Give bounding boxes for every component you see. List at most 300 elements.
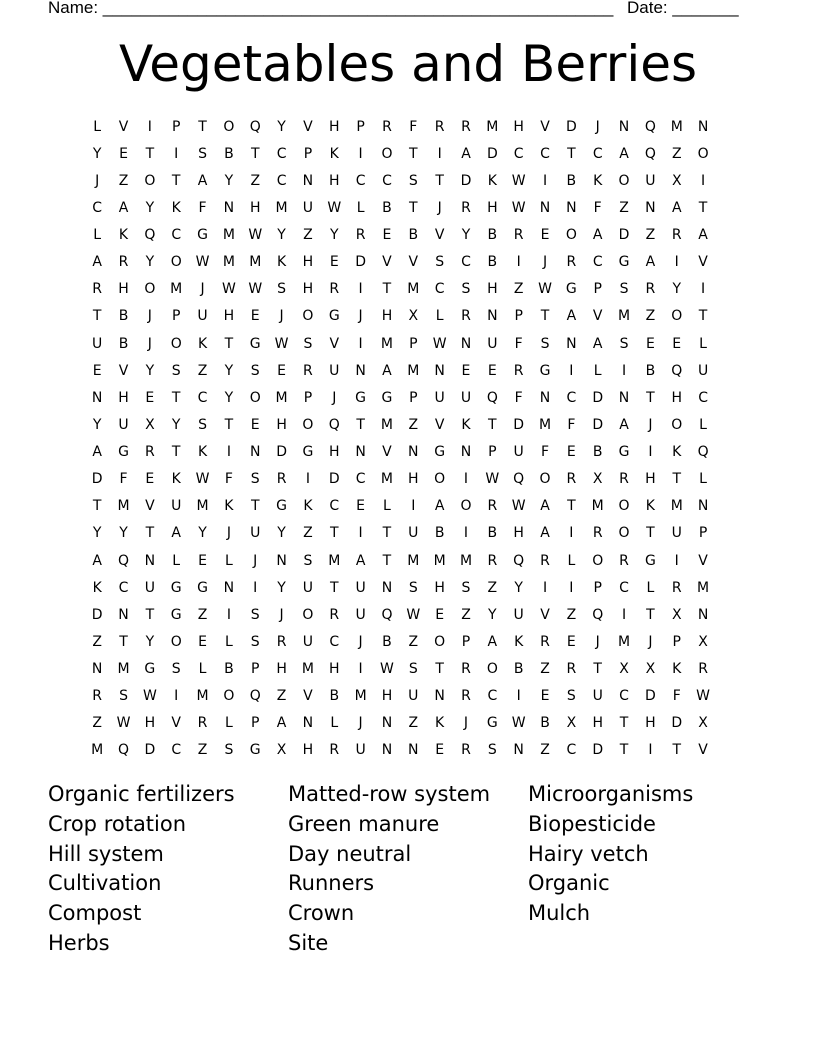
grid-letter[interactable]: G <box>197 579 208 596</box>
grid-letter[interactable]: T <box>92 498 102 515</box>
grid-letter[interactable]: R <box>118 254 129 271</box>
grid-letter[interactable]: N <box>618 118 630 135</box>
grid-letter[interactable]: R <box>434 118 445 135</box>
grid-letter[interactable]: C <box>382 172 392 189</box>
grid-letter[interactable]: Z <box>197 362 208 379</box>
grid-letter[interactable]: S <box>461 579 471 596</box>
grid-letter[interactable]: U <box>92 335 103 352</box>
grid-letter[interactable]: C <box>619 688 629 705</box>
grid-letter[interactable]: M <box>670 498 683 515</box>
grid-letter[interactable]: D <box>513 416 525 433</box>
grid-letter[interactable]: N <box>539 389 551 406</box>
grid-letter[interactable]: A <box>92 254 102 271</box>
grid-letter[interactable]: Y <box>277 579 286 596</box>
grid-letter[interactable]: O <box>223 118 235 135</box>
grid-letter[interactable]: J <box>437 199 442 216</box>
grid-letter[interactable]: X <box>145 416 155 433</box>
grid-letter[interactable]: T <box>382 525 392 542</box>
grid-letter[interactable]: J <box>147 308 152 325</box>
grid-letter[interactable]: W <box>248 227 263 244</box>
grid-letter[interactable]: N <box>118 606 129 623</box>
grid-letter[interactable]: N <box>566 199 577 216</box>
grid-letter[interactable]: Y <box>171 416 181 433</box>
grid-letter[interactable]: A <box>434 498 445 515</box>
grid-letter[interactable]: H <box>329 172 340 189</box>
grid-letter[interactable]: W <box>511 498 526 515</box>
grid-letter[interactable]: T <box>435 172 444 189</box>
grid-letter[interactable]: Z <box>566 606 577 623</box>
grid-letter[interactable]: H <box>487 281 498 298</box>
grid-letter[interactable]: V <box>382 444 392 461</box>
grid-letter[interactable]: K <box>92 579 102 596</box>
grid-letter[interactable]: I <box>253 579 258 596</box>
grid-letter[interactable]: H <box>671 389 682 406</box>
grid-letter[interactable]: A <box>487 633 498 650</box>
grid-letter[interactable]: E <box>672 335 682 352</box>
grid-letter[interactable]: T <box>356 416 365 433</box>
grid-letter[interactable]: P <box>251 715 260 732</box>
grid-letter[interactable]: I <box>516 254 521 271</box>
grid-letter[interactable]: Z <box>92 715 102 732</box>
grid-letter[interactable]: M <box>618 633 631 650</box>
grid-letter[interactable]: U <box>513 606 524 623</box>
grid-letter[interactable]: Q <box>249 688 261 705</box>
grid-letter[interactable]: J <box>147 335 152 352</box>
grid-letter[interactable]: L <box>699 335 707 352</box>
grid-letter[interactable]: O <box>434 471 446 488</box>
grid-letter[interactable]: T <box>250 498 260 515</box>
grid-letter[interactable]: Q <box>671 362 683 379</box>
grid-letter[interactable]: L <box>646 579 655 596</box>
grid-letter[interactable]: S <box>408 579 418 596</box>
grid-letter[interactable]: I <box>358 281 363 298</box>
grid-letter[interactable]: Z <box>619 199 629 216</box>
grid-letter[interactable]: K <box>276 254 287 271</box>
grid-letter[interactable]: M <box>380 416 393 433</box>
grid-letter[interactable]: J <box>358 715 363 732</box>
grid-letter[interactable]: H <box>302 742 314 759</box>
grid-letter[interactable]: Y <box>145 362 155 379</box>
grid-letter[interactable]: N <box>697 498 709 515</box>
grid-letter[interactable]: C <box>513 145 524 162</box>
grid-letter[interactable]: E <box>329 254 339 271</box>
grid-letter[interactable]: G <box>539 362 551 379</box>
grid-letter[interactable]: S <box>250 362 260 379</box>
grid-letter[interactable]: R <box>461 742 471 759</box>
grid-letter[interactable]: Y <box>224 389 234 406</box>
grid-letter[interactable]: B <box>487 227 498 244</box>
grid-letter[interactable]: E <box>119 145 128 162</box>
grid-letter[interactable]: T <box>119 633 128 650</box>
grid-letter[interactable]: P <box>409 389 418 406</box>
grid-letter[interactable]: T <box>92 308 102 325</box>
grid-letter[interactable]: E <box>566 444 576 461</box>
grid-letter[interactable]: M <box>301 661 314 678</box>
grid-letter[interactable]: W <box>142 688 157 705</box>
grid-letter[interactable]: R <box>461 308 471 325</box>
grid-letter[interactable]: M <box>328 552 341 569</box>
grid-letter[interactable]: H <box>144 715 156 732</box>
grid-letter[interactable]: N <box>408 444 419 461</box>
grid-letter[interactable]: K <box>118 227 129 244</box>
name-field[interactable]: Name: ______________________________________________________ <box>48 0 614 17</box>
grid-letter[interactable]: H <box>513 525 524 542</box>
grid-letter[interactable]: S <box>171 362 181 379</box>
grid-letter[interactable]: Q <box>486 389 498 406</box>
grid-letter[interactable]: T <box>646 606 655 623</box>
grid-letter[interactable]: R <box>461 199 471 216</box>
grid-letter[interactable]: P <box>409 335 418 352</box>
grid-letter[interactable]: F <box>567 416 576 433</box>
grid-letter[interactable]: N <box>539 199 551 216</box>
grid-letter[interactable]: I <box>463 471 469 488</box>
grid-letter[interactable]: K <box>514 633 524 650</box>
grid-letter[interactable]: H <box>249 199 261 216</box>
grid-letter[interactable]: Y <box>92 416 102 433</box>
grid-letter[interactable]: Z <box>671 145 682 162</box>
grid-letter[interactable]: Z <box>118 172 129 189</box>
grid-letter[interactable]: K <box>197 444 208 461</box>
grid-letter[interactable]: O <box>486 661 498 678</box>
grid-letter[interactable]: S <box>461 281 471 298</box>
grid-letter[interactable]: R <box>566 471 577 488</box>
grid-letter[interactable]: T <box>145 145 155 162</box>
grid-letter[interactable]: O <box>302 308 314 325</box>
grid-letter[interactable]: Q <box>513 471 525 488</box>
grid-letter[interactable]: T <box>567 145 576 162</box>
grid-letter[interactable]: X <box>408 308 419 325</box>
grid-letter[interactable]: G <box>197 227 208 244</box>
grid-letter[interactable]: P <box>171 308 181 325</box>
grid-letter[interactable]: J <box>648 416 653 433</box>
grid-letter[interactable]: E <box>540 227 550 244</box>
grid-letter[interactable]: X <box>645 661 656 678</box>
grid-letter[interactable]: X <box>566 715 577 732</box>
grid-letter[interactable]: X <box>619 661 629 678</box>
grid-letter[interactable]: T <box>224 335 234 352</box>
grid-letter[interactable]: Y <box>514 579 523 596</box>
grid-letter[interactable]: V <box>118 362 129 379</box>
grid-letter[interactable]: P <box>171 118 181 135</box>
grid-letter[interactable]: B <box>566 172 577 189</box>
grid-letter[interactable]: T <box>171 389 181 406</box>
grid-letter[interactable]: V <box>171 715 181 732</box>
grid-letter[interactable]: Z <box>408 416 419 433</box>
grid-letter[interactable]: S <box>408 172 418 189</box>
grid-letter[interactable]: E <box>566 633 576 650</box>
grid-letter[interactable]: X <box>671 172 682 189</box>
grid-letter[interactable]: J <box>358 633 363 650</box>
grid-letter[interactable]: D <box>592 389 604 406</box>
grid-letter[interactable]: D <box>592 742 604 759</box>
grid-letter[interactable]: B <box>513 661 524 678</box>
grid-letter[interactable]: L <box>699 471 707 488</box>
grid-letter[interactable]: Y <box>672 281 682 298</box>
grid-letter[interactable]: T <box>672 471 682 488</box>
grid-letter[interactable]: P <box>698 525 708 542</box>
grid-letter[interactable]: O <box>539 471 551 488</box>
grid-letter[interactable]: R <box>276 633 287 650</box>
grid-letter[interactable]: U <box>408 688 419 705</box>
grid-letter[interactable]: K <box>171 471 181 488</box>
grid-letter[interactable]: N <box>513 742 524 759</box>
grid-letter[interactable]: N <box>381 715 393 732</box>
grid-letter[interactable]: R <box>276 471 287 488</box>
grid-letter[interactable]: V <box>698 254 708 271</box>
grid-letter[interactable]: C <box>619 579 629 596</box>
grid-letter[interactable]: H <box>329 444 340 461</box>
grid-letter[interactable]: N <box>460 335 472 352</box>
grid-letter[interactable]: A <box>671 199 682 216</box>
grid-letter[interactable]: R <box>92 281 103 298</box>
grid-letter[interactable]: J <box>332 389 337 406</box>
grid-letter[interactable]: G <box>565 281 577 298</box>
grid-letter[interactable]: W <box>116 715 131 732</box>
grid-letter[interactable]: H <box>592 715 603 732</box>
grid-letter[interactable]: S <box>119 688 128 705</box>
grid-letter[interactable]: S <box>198 145 207 162</box>
grid-letter[interactable]: O <box>618 498 630 515</box>
grid-letter[interactable]: R <box>566 254 577 271</box>
grid-letter[interactable]: C <box>566 742 577 759</box>
grid-letter[interactable]: C <box>197 389 208 406</box>
grid-letter[interactable]: R <box>329 281 340 298</box>
grid-letter[interactable]: T <box>698 308 708 325</box>
grid-letter[interactable]: A <box>355 552 366 569</box>
grid-letter[interactable]: E <box>461 362 471 379</box>
grid-letter[interactable]: R <box>329 606 340 623</box>
grid-letter[interactable]: G <box>328 308 340 325</box>
grid-letter[interactable]: M <box>275 389 288 406</box>
grid-letter[interactable]: U <box>487 335 498 352</box>
grid-letter[interactable]: C <box>487 688 498 705</box>
grid-letter[interactable]: D <box>486 145 498 162</box>
grid-letter[interactable]: T <box>409 145 418 162</box>
grid-letter[interactable]: B <box>118 335 129 352</box>
grid-letter[interactable]: L <box>567 552 576 569</box>
grid-letter[interactable]: D <box>645 688 656 705</box>
grid-letter[interactable]: N <box>460 444 472 461</box>
grid-letter[interactable]: M <box>354 688 367 705</box>
grid-letter[interactable]: J <box>200 281 205 298</box>
grid-letter[interactable]: G <box>144 661 156 678</box>
grid-letter[interactable]: Z <box>408 633 419 650</box>
grid-letter[interactable]: M <box>486 118 499 135</box>
grid-letter[interactable]: V <box>118 118 129 135</box>
grid-letter[interactable]: E <box>250 308 260 325</box>
grid-letter[interactable]: C <box>698 389 708 406</box>
grid-letter[interactable]: D <box>592 416 604 433</box>
grid-letter[interactable]: A <box>619 416 629 433</box>
grid-letter[interactable]: H <box>118 281 129 298</box>
grid-letter[interactable]: J <box>463 715 469 732</box>
grid-letter[interactable]: U <box>329 362 340 379</box>
grid-letter[interactable]: O <box>671 416 683 433</box>
grid-letter[interactable]: Z <box>645 227 656 244</box>
grid-letter[interactable]: U <box>355 606 366 623</box>
grid-letter[interactable]: V <box>698 742 708 759</box>
grid-letter[interactable]: T <box>540 308 550 325</box>
grid-letter[interactable]: R <box>513 227 524 244</box>
grid-letter[interactable]: O <box>460 498 472 515</box>
grid-letter[interactable]: C <box>566 389 577 406</box>
grid-letter[interactable]: Z <box>513 281 524 298</box>
grid-letter[interactable]: V <box>540 606 550 623</box>
grid-letter[interactable]: Z <box>540 661 550 678</box>
grid-letter[interactable]: B <box>592 444 603 461</box>
grid-letter[interactable]: Y <box>277 525 286 542</box>
grid-letter[interactable]: E <box>435 606 445 623</box>
grid-letter[interactable]: N <box>697 118 709 135</box>
grid-letter[interactable]: F <box>119 471 128 488</box>
grid-letter[interactable]: A <box>698 227 708 244</box>
grid-letter[interactable]: Y <box>488 606 497 623</box>
grid-letter[interactable]: I <box>542 172 548 189</box>
grid-letter[interactable]: C <box>329 633 340 650</box>
grid-letter[interactable]: V <box>303 118 313 135</box>
grid-letter[interactable]: C <box>171 742 182 759</box>
grid-letter[interactable]: D <box>460 172 472 189</box>
grid-letter[interactable]: M <box>380 335 393 352</box>
grid-letter[interactable]: E <box>540 688 550 705</box>
grid-letter[interactable]: Z <box>303 525 313 542</box>
grid-letter[interactable]: R <box>329 742 340 759</box>
grid-letter[interactable]: I <box>463 525 469 542</box>
grid-letter[interactable]: O <box>302 416 314 433</box>
grid-letter[interactable]: V <box>303 688 313 705</box>
date-field[interactable]: Date: _______ <box>627 0 739 17</box>
grid-letter[interactable]: C <box>355 471 366 488</box>
grid-letter[interactable]: F <box>672 688 681 705</box>
grid-letter[interactable]: R <box>303 362 313 379</box>
grid-letter[interactable]: N <box>91 661 103 678</box>
grid-letter[interactable]: D <box>618 227 630 244</box>
grid-letter[interactable]: T <box>488 416 497 433</box>
grid-letter[interactable]: F <box>593 199 602 216</box>
grid-letter[interactable]: A <box>619 145 629 162</box>
grid-letter[interactable]: N <box>91 389 103 406</box>
grid-letter[interactable]: L <box>93 227 102 244</box>
grid-letter[interactable]: T <box>171 444 181 461</box>
grid-letter[interactable]: M <box>459 552 473 569</box>
grid-letter[interactable]: T <box>329 579 339 596</box>
grid-letter[interactable]: R <box>487 552 498 569</box>
grid-letter[interactable]: H <box>513 118 524 135</box>
grid-letter[interactable]: D <box>91 606 103 623</box>
grid-letter[interactable]: P <box>356 118 365 135</box>
grid-letter[interactable]: Z <box>276 688 287 705</box>
grid-letter[interactable]: S <box>619 281 629 298</box>
grid-letter[interactable]: R <box>461 688 471 705</box>
grid-letter[interactable]: I <box>621 606 627 623</box>
grid-letter[interactable]: P <box>461 633 471 650</box>
grid-letter[interactable]: Y <box>145 633 155 650</box>
grid-letter[interactable]: C <box>329 498 340 515</box>
grid-letter[interactable]: M <box>670 118 683 135</box>
grid-letter[interactable]: J <box>542 254 548 271</box>
grid-letter[interactable]: B <box>434 525 445 542</box>
grid-letter[interactable]: M <box>407 552 420 569</box>
grid-letter[interactable]: M <box>249 254 262 271</box>
grid-letter[interactable]: Q <box>381 606 393 623</box>
grid-letter[interactable]: K <box>645 498 655 515</box>
grid-letter[interactable]: J <box>279 308 284 325</box>
grid-letter[interactable]: E <box>92 362 102 379</box>
grid-letter[interactable]: S <box>250 606 260 623</box>
grid-letter[interactable]: B <box>224 661 234 678</box>
grid-letter[interactable]: I <box>358 661 363 678</box>
grid-letter[interactable]: G <box>276 498 287 515</box>
grid-letter[interactable]: R <box>355 227 366 244</box>
grid-letter[interactable]: T <box>382 552 392 569</box>
grid-letter[interactable]: O <box>144 281 156 298</box>
grid-letter[interactable]: E <box>382 227 392 244</box>
grid-letter[interactable]: I <box>569 362 574 379</box>
grid-letter[interactable]: S <box>277 281 287 298</box>
grid-letter[interactable]: M <box>222 254 235 271</box>
grid-letter[interactable]: C <box>118 579 129 596</box>
grid-letter[interactable]: X <box>698 715 708 732</box>
grid-letter[interactable]: U <box>355 579 366 596</box>
grid-letter[interactable]: Y <box>277 227 286 244</box>
grid-letter[interactable]: S <box>540 335 550 352</box>
grid-letter[interactable]: J <box>595 633 600 650</box>
grid-letter[interactable]: B <box>487 525 498 542</box>
grid-letter[interactable]: L <box>172 552 181 569</box>
grid-letter[interactable]: O <box>434 633 446 650</box>
grid-letter[interactable]: E <box>277 362 286 379</box>
grid-letter[interactable]: Q <box>328 416 340 433</box>
grid-letter[interactable]: R <box>619 471 629 488</box>
grid-letter[interactable]: G <box>170 606 182 623</box>
grid-letter[interactable]: L <box>93 118 102 135</box>
grid-letter[interactable]: O <box>671 308 683 325</box>
grid-letter[interactable]: T <box>646 525 655 542</box>
grid-letter[interactable]: U <box>197 308 208 325</box>
grid-letter[interactable]: W <box>511 199 526 216</box>
grid-letter[interactable]: R <box>92 688 103 705</box>
grid-letter[interactable]: M <box>170 281 183 298</box>
grid-letter[interactable]: U <box>171 498 182 515</box>
grid-letter[interactable]: H <box>645 715 656 732</box>
grid-letter[interactable]: E <box>198 552 207 569</box>
grid-letter[interactable]: H <box>302 281 314 298</box>
grid-letter[interactable]: P <box>593 281 602 298</box>
grid-letter[interactable]: L <box>593 362 602 379</box>
grid-letter[interactable]: M <box>222 227 235 244</box>
grid-letter[interactable]: V <box>434 227 445 244</box>
grid-letter[interactable]: S <box>171 661 181 678</box>
grid-letter[interactable]: Y <box>92 145 102 162</box>
grid-letter[interactable]: P <box>488 444 497 461</box>
grid-letter[interactable]: R <box>540 552 550 569</box>
grid-letter[interactable]: V <box>145 498 155 515</box>
grid-letter[interactable]: N <box>223 199 235 216</box>
grid-letter[interactable]: A <box>592 335 603 352</box>
grid-letter[interactable]: K <box>329 145 339 162</box>
grid-letter[interactable]: I <box>358 145 363 162</box>
grid-letter[interactable]: G <box>381 389 393 406</box>
grid-letter[interactable]: B <box>408 227 419 244</box>
grid-letter[interactable]: N <box>434 362 445 379</box>
grid-letter[interactable]: F <box>198 199 207 216</box>
grid-letter[interactable]: G <box>118 444 129 461</box>
grid-letter[interactable]: L <box>383 498 391 515</box>
grid-letter[interactable]: B <box>118 308 129 325</box>
grid-letter[interactable]: D <box>276 444 287 461</box>
grid-letter[interactable]: W <box>406 606 421 623</box>
grid-letter[interactable]: U <box>302 199 314 216</box>
